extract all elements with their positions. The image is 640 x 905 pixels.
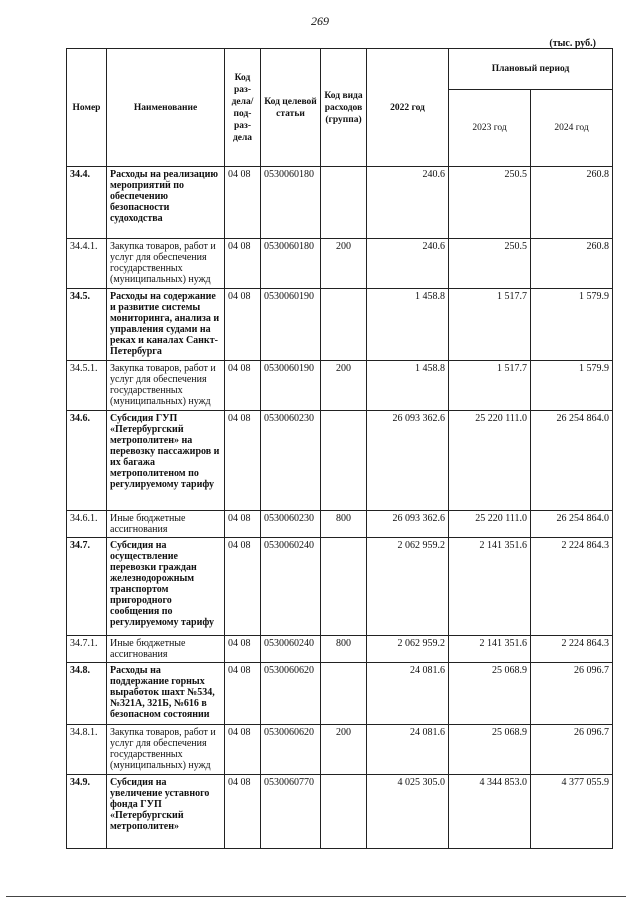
row-expense-type: [321, 167, 367, 239]
row-value-2023: 1 517.7: [449, 361, 531, 411]
row-value-2022: 240.6: [367, 167, 449, 239]
row-section-code: 04 08: [225, 361, 261, 411]
row-value-2022: 2 062 959.2: [367, 636, 449, 663]
row-expense-type: [321, 775, 367, 849]
row-number: 34.4.1.: [67, 239, 107, 289]
row-expense-type: 800: [321, 511, 367, 538]
row-value-2022: 1 458.8: [367, 289, 449, 361]
row-value-2022: 4 025 305.0: [367, 775, 449, 849]
table-row: [67, 511, 613, 538]
row-expense-type: [321, 411, 367, 511]
table-row: [67, 167, 613, 239]
row-value-2023: 250.5: [449, 167, 531, 239]
header-expense-type: Код вида расходов (группа): [321, 49, 367, 167]
row-value-2024: 260.8: [531, 167, 613, 239]
row-expense-type: [321, 289, 367, 361]
row-target-code: 0530060190: [261, 361, 321, 411]
row-value-2024: 26 254 864.0: [531, 411, 613, 511]
row-number: 34.8.1.: [67, 725, 107, 775]
row-number: 34.5.: [67, 289, 107, 361]
table-row: [67, 289, 613, 361]
row-value-2022: 24 081.6: [367, 725, 449, 775]
row-target-code: 0530060190: [261, 289, 321, 361]
table-row: [67, 239, 613, 289]
row-value-2022: 26 093 362.6: [367, 411, 449, 511]
table-row: [67, 636, 613, 663]
header-2023: 2023 год: [449, 90, 531, 167]
row-section-code: 04 08: [225, 289, 261, 361]
row-number: 34.7.: [67, 538, 107, 636]
row-number: 34.7.1.: [67, 636, 107, 663]
row-name: Расходы на поддержание горных выработок шахт №534, №321А, 321Б, №616 в безопасном состоянии: [107, 663, 225, 725]
row-value-2024: 2 224 864.3: [531, 636, 613, 663]
row-name: Закупка товаров, работ и услуг для обеспечения государственных (муниципальных) нужд: [107, 361, 225, 411]
row-target-code: 0530060240: [261, 636, 321, 663]
row-name: Закупка товаров, работ и услуг для обеспечения государственных (муниципальных) нужд: [107, 239, 225, 289]
row-name: Расходы на реализацию мероприятий по обеспечению безопасности судоходства: [107, 167, 225, 239]
row-number: 34.4.: [67, 167, 107, 239]
row-target-code: 0530060230: [261, 411, 321, 511]
row-section-code: 04 08: [225, 775, 261, 849]
row-name: Закупка товаров, работ и услуг для обеспечения государственных (муниципальных) нужд: [107, 725, 225, 775]
header-name: Наименование: [107, 49, 225, 167]
row-name: Иные бюджетные ассигнования: [107, 511, 225, 538]
row-value-2022: 2 062 959.2: [367, 538, 449, 636]
row-number: 34.8.: [67, 663, 107, 725]
row-expense-type: 200: [321, 725, 367, 775]
header-number: Номер: [67, 49, 107, 167]
table-row: [67, 775, 613, 849]
budget-table: [66, 48, 613, 849]
row-expense-type: 200: [321, 361, 367, 411]
page-number: 269: [311, 14, 329, 28]
row-expense-type: [321, 663, 367, 725]
table-row: [67, 663, 613, 725]
row-expense-type: 200: [321, 239, 367, 289]
table-row: [67, 361, 613, 411]
row-value-2022: 24 081.6: [367, 663, 449, 725]
row-value-2022: 26 093 362.6: [367, 511, 449, 538]
row-value-2024: 1 579.9: [531, 361, 613, 411]
row-number: 34.9.: [67, 775, 107, 849]
row-value-2024: 26 254 864.0: [531, 511, 613, 538]
row-name: Субсидия на увеличение уставного фонда ГУП «Петербургский метрополитен»: [107, 775, 225, 849]
row-name: Субсидия ГУП «Петербургский метрополитен» на перевозку пассажиров и их багажа метрополитеном по регулируемому тарифу: [107, 411, 225, 511]
header-target: Код целевой статьи: [261, 49, 321, 167]
units-label: (тыс. руб.): [549, 38, 596, 49]
row-target-code: 0530060240: [261, 538, 321, 636]
row-target-code: 0530060770: [261, 775, 321, 849]
header-2024: 2024 год: [531, 90, 613, 167]
header-section: Код раз-дела/ под-раз-дела: [225, 49, 261, 167]
row-target-code: 0530060180: [261, 167, 321, 239]
row-section-code: 04 08: [225, 663, 261, 725]
row-value-2022: 1 458.8: [367, 361, 449, 411]
row-value-2024: 1 579.9: [531, 289, 613, 361]
row-section-code: 04 08: [225, 538, 261, 636]
row-section-code: 04 08: [225, 239, 261, 289]
row-section-code: 04 08: [225, 636, 261, 663]
row-target-code: 0530060620: [261, 663, 321, 725]
row-value-2024: 26 096.7: [531, 663, 613, 725]
header-2022: 2022 год: [367, 49, 449, 167]
row-section-code: 04 08: [225, 167, 261, 239]
row-expense-type: 800: [321, 636, 367, 663]
row-expense-type: [321, 538, 367, 636]
row-value-2022: 240.6: [367, 239, 449, 289]
footer-divider: [6, 896, 626, 897]
row-target-code: 0530060230: [261, 511, 321, 538]
header-planning-period: Плановый период: [449, 49, 613, 90]
row-name: Субсидия на осуществление перевозки граждан железнодорожным транспортом пригородного сообщения по регулируемому тарифу: [107, 538, 225, 636]
row-value-2023: 2 141 351.6: [449, 636, 531, 663]
row-number: 34.6.1.: [67, 511, 107, 538]
row-value-2023: 1 517.7: [449, 289, 531, 361]
row-name: Расходы на содержание и развитие системы мониторинга, анализа и управления судами на реках и каналах Санкт-Петербурга: [107, 289, 225, 361]
row-value-2024: 4 377 055.9: [531, 775, 613, 849]
row-number: 34.5.1.: [67, 361, 107, 411]
row-value-2024: 26 096.7: [531, 725, 613, 775]
table-row: [67, 725, 613, 775]
row-value-2023: 25 220 111.0: [449, 511, 531, 538]
row-value-2023: 2 141 351.6: [449, 538, 531, 636]
table-row: [67, 411, 613, 511]
row-value-2023: 4 344 853.0: [449, 775, 531, 849]
row-target-code: 0530060620: [261, 725, 321, 775]
row-section-code: 04 08: [225, 511, 261, 538]
row-target-code: 0530060180: [261, 239, 321, 289]
row-name: Иные бюджетные ассигнования: [107, 636, 225, 663]
table-row: [67, 538, 613, 636]
row-section-code: 04 08: [225, 411, 261, 511]
row-value-2024: 2 224 864.3: [531, 538, 613, 636]
row-value-2023: 25 220 111.0: [449, 411, 531, 511]
table-body: [67, 167, 613, 849]
row-value-2023: 25 068.9: [449, 663, 531, 725]
row-value-2023: 25 068.9: [449, 725, 531, 775]
row-value-2024: 260.8: [531, 239, 613, 289]
row-number: 34.6.: [67, 411, 107, 511]
row-section-code: 04 08: [225, 725, 261, 775]
row-value-2023: 250.5: [449, 239, 531, 289]
